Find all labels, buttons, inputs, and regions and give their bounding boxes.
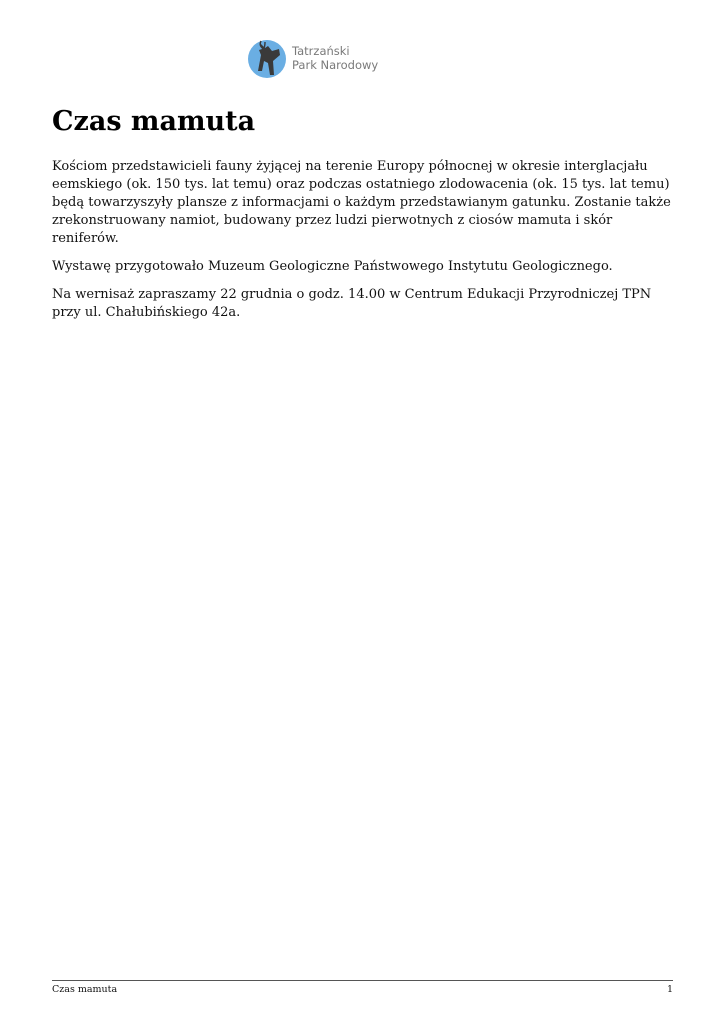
footer-title: Czas mamuta	[52, 984, 118, 995]
page-footer	[52, 980, 673, 996]
article-body	[52, 158, 674, 332]
tpn-chamois-logo-icon	[246, 37, 288, 79]
page-title: Czas mamuta	[52, 106, 256, 137]
paragraph-3: Na wernisaż zapraszamy 22 grudnia o godz. 14.00 w Centrum Edukacji Przyrodniczej TPN przy ul. Chałubińskiego 42a.	[52, 287, 652, 320]
site-logo	[246, 37, 378, 79]
logo-line-2: Park Narodowy	[292, 58, 379, 72]
logo-wordmark	[292, 44, 378, 72]
paragraph-1: Kościom przedstawicieli fauny żyjącej na terenie Europy północnej w okresie interglacjału eemskiego (ok. 150 tys. lat temu) oraz podczas ostatniego zlodowacenia (ok. 15 tys. lat temu) będą towarzyszyły plansze z informacjami o każdym przedstawianym gatunku. Zostanie także zrekonstruowany namiot, budowany przez ludzi pierwotnych z ciosów mamuta i skór reniferów.	[52, 159, 671, 246]
logo-line-1: Tatrzański	[292, 44, 350, 58]
paragraph-2: Wystawę przygotowało Muzeum Geologiczne Państwowego Instytutu Geologicznego.	[52, 259, 613, 274]
page-number: 1	[666, 984, 673, 995]
